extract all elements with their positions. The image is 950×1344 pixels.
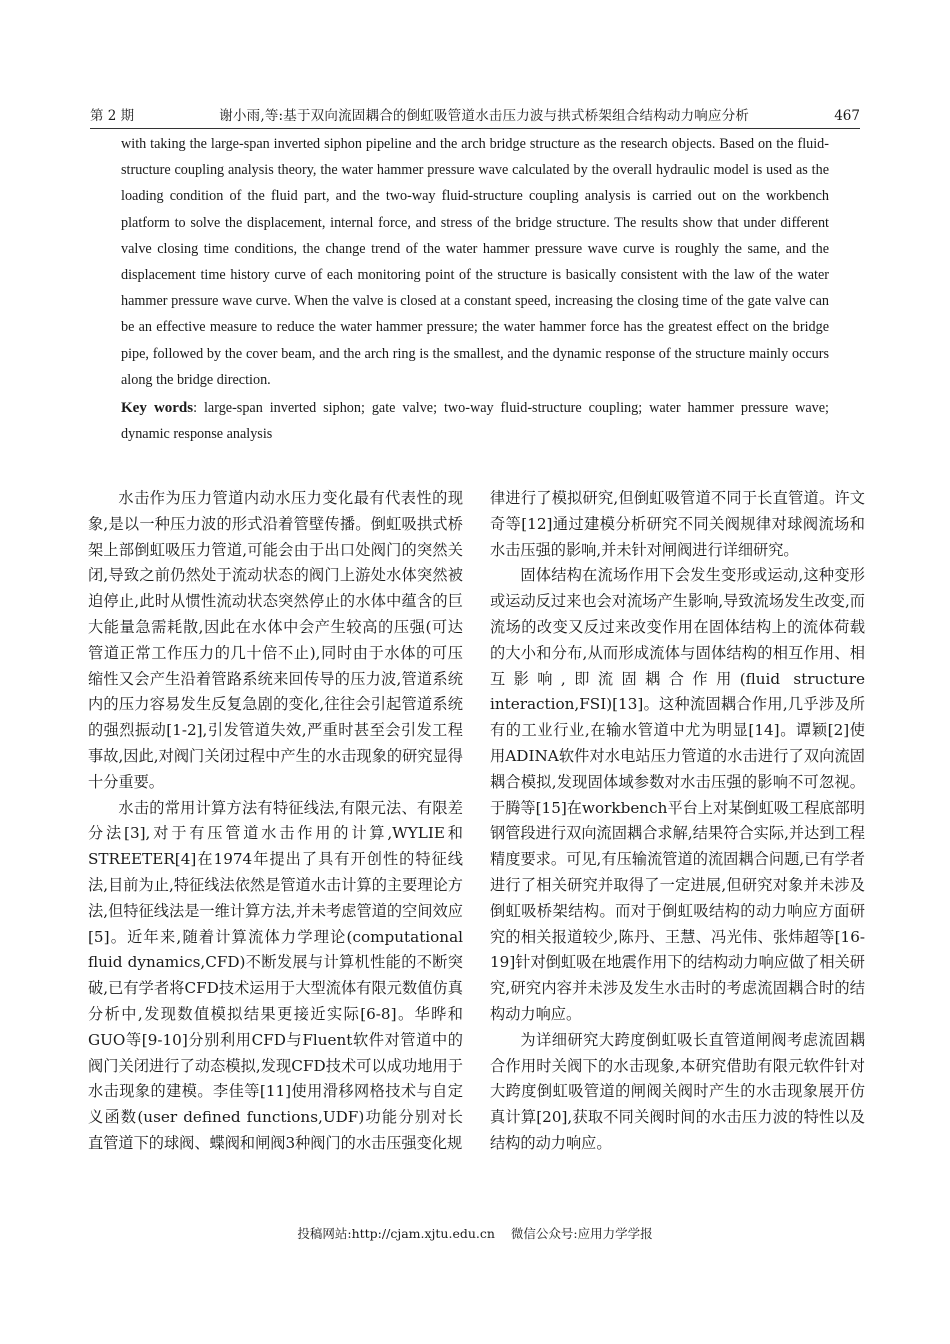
paragraph: 水击作为压力管道内动水压力变化最有代表性的现象,是以一种压力波的形式沿着管壁传播。倒虹吸拱式桥架上部倒虹吸压力管道,可能会由于出口处阀门的突然关闭,导致之前仍然处于流动状态的阀门上游处水体突然被迫停止,此时从惯性流动状态突然停止的水体中蕴含的巨大能量急需耗散,因此在水体中会产生较高的压强(可达管道正常工作压力的几十倍不止),同时由于水体的可压缩性又会产生沿着管路系统来回传导的压力波,管道系统内的压力容易发生反复急剧的变化,往往会引起管道系统的强烈振动[1-2],引发管道失效,严重时甚至会引发工程事故,因此,对阀门关闭过程中产生的水击现象的研究显得十分重要。 [88,489,463,791]
abstract-text: with taking the large-span inverted siphon pipeline and the arch bridge structure as the research objects. Based on the fluid-structure coupling analysis theory, the water hammer pressure wave calculated by the overall hydraulic model is used as the loading condition of the fluid part, and the two-way fluid-structure coupling analysis is carried out on the workbench platform to solve the displacement, internal force, and stress of the bridge structure. The results show that under different valve closing time conditions, the change trend of the water hammer pressure wave curve is roughly the same, and the displacement time history curve of each monitoring point of the structure is basically consistent with the law of the water hammer pressure wave curve. When the valve is closed at a constant speed, increasing the closing time of the gate valve can be an effective measure to reduce the water hammer pressure; the water hammer force has the greatest effect on the bridge pipe, followed by the cover beam, and the arch ring is the smallest, and the dynamic response of the structure mainly occurs along the bridge direction. [121,136,829,388]
page-number: 467 [834,108,860,124]
body-right-column [490,486,865,1157]
paragraph: 水击的常用计算方法有特征线法,有限元法、有限差分法[3],对于有压管道水击作用的计算,WYLIE和STREETER[4]在1974年提出了具有开创性的特征线法,目前为止,特征线法依然是管道水击计算的主要理论方法,但特征线法是一维计算方法,并未考虑管道的空间效应[5]。近年来,随着计算流体力学理论(computational fluid dynamics,CFD)不断发展与计算机性能的不断突破,已有学者将CFD技术运用于大型流体有限元数值仿真分析中,发现数值模拟结果更接近实际[6-8]。华晔和GUO等[9-10]分别利用CFD与Fluent软件对管道中的阀门关闭进行了动态模拟,发现CFD技术可以成功地用于水击现象的建模。李佳等[11]使用滑移网格技术与自定义函数(user defined functions,UDF)功能分别对长直管道下的球阀、蝶阀和闸阀3种阀门的水击压强变化规 [88,798,463,1152]
running-title: 谢小雨,等:基于双向流固耦合的倒虹吸管道水击压力波与拱式桥架组合结构动力响应分析 [219,108,750,124]
keywords-line [121,395,829,447]
body-left-column [88,486,463,1157]
paragraph: 固体结构在流场作用下会发生变形或运动,这种变形或运动反过来也会对流场产生影响,导致流场发生改变,而流场的改变又反过来改变作用在固体结构上的流体荷载的大小和分布,从而形成流体与固体结构的相互作用、相互影响,即流固耦合作用(fluid structure interaction,FSI)[13]。这种流固耦合作用,几乎涉及所有的工业行业,在输水管道中尤为明显[14]。谭颖[2]使用ADINA软件对水电站压力管道的水击进行了双向流固耦合模拟,发现固体域参数对水击压强的影响不可忽视。于腾等[15]在workbench平台上对某倒虹吸工程底部明钢管段进行双向流固耦合求解,结果符合实际,并达到工程精度要求。可见,有压输流管道的流固耦合问题,已有学者进行了相关研究并取得了一定进展,但研究对象并未涉及倒虹吸桥架结构。而对于倒虹吸结构的动力响应方面研究的相关报道较少,陈丹、王慧、冯光伟、张炜超等[16-19]针对倒虹吸在地震作用下的结构动力响应做了相关研究,研究内容并未涉及发生水击时的考虑流固耦合时的结构动力响应。 [490,566,865,1023]
english-abstract [121,131,829,447]
submission-site: 投稿网站:http://cjam.xjtu.edu.cn [297,1226,495,1241]
keywords-label: Key words [121,400,194,417]
paragraph: 律进行了模拟研究,但倒虹吸管道不同于长直管道。许文奇等[12]通过建模分析研究不同关阀规律对球阀流场和水击压强的影响,并未针对闸阀进行详细研究。 [490,489,865,559]
issue-number: 第 2 期 [90,108,135,124]
paragraph: 为详细研究大跨度倒虹吸长直管道闸阀考虑流固耦合作用时关阀下的水击现象,本研究借助有限元软件针对大跨度倒虹吸管道的闸阀关阀时产生的水击现象展开仿真计算[20],获取不同关阀时间的水击压力波的特性以及结构的动力响应。 [490,1030,865,1152]
wechat-account: 微信公众号:应用力学学报 [510,1226,653,1241]
page-footer [0,1224,950,1242]
keywords-text: : large-span inverted siphon; gate valve; two-way fluid-structure coupling; water hammer pressure wave; dynamic response analysis [121,400,829,443]
running-header [90,96,860,129]
